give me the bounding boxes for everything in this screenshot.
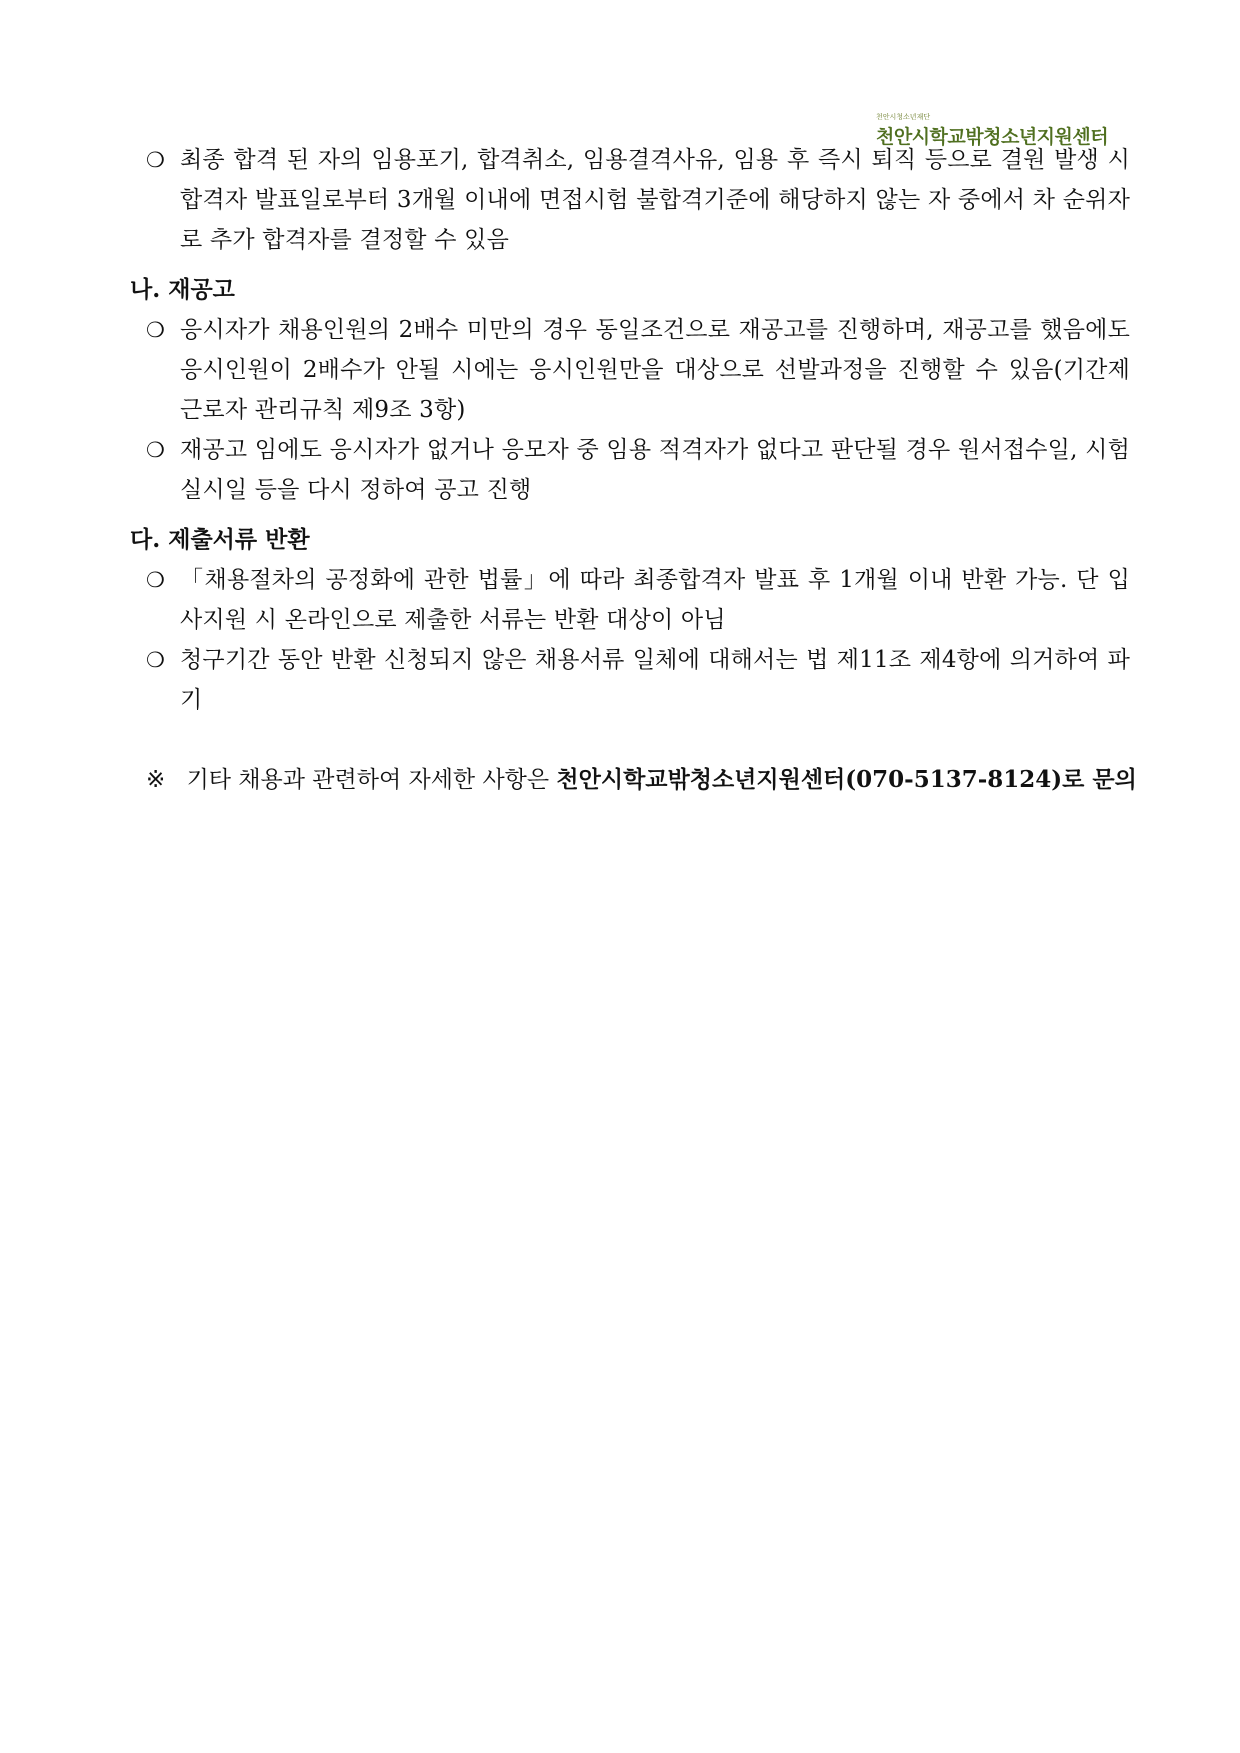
bullet-icon: ❍ [146,148,166,172]
contact-note [130,760,1137,800]
list-item [130,430,1130,510]
item-text: 「채용절차의 공정화에 관한 법률」에 따라 최종합격자 발표 후 1개월 이내 반환 가능. 단 입사지원 시 온라인으로 제출한 서류는 반환 대상이 아님 [180,567,1130,633]
document-body [130,140,1137,800]
logo-name: 천안시학교밖청소년지원센터 [876,126,1109,148]
bullet-icon: ❍ [146,648,166,672]
note-text: 기타 채용과 관련하여 자세한 사항은 [186,767,550,793]
section-heading-reannouncement: 나. 재공고 [130,276,235,303]
list-item [130,640,1130,720]
bullet-icon: ❍ [146,438,166,462]
item-text: 응시자가 채용인원의 2배수 미만의 경우 동일조건으로 재공고를 진행하며, 재공고를 했음에도 응시인원이 2배수가 안될 시에는 응시인원만을 대상으로 선발과정을 진행할 수 있음(기간제 근로자 관리규칙 제9조 3항) [180,317,1130,423]
list-item [130,310,1130,430]
section-heading-document-return: 다. 제출서류 반환 [130,526,310,553]
item-text: 재공고 임에도 응시자가 없거나 응모자 중 임용 적격자가 없다고 판단될 경우 원서접수일, 시험 실시일 등을 다시 정하여 공고 진행 [180,437,1130,503]
list-item [130,140,1130,260]
bullet-icon: ❍ [146,318,166,342]
item-text: 청구기간 동안 반환 신청되지 않은 채용서류 일체에 대해서는 법 제11조 제4항에 의거하여 파기 [180,647,1130,713]
reference-mark-icon: ※ [146,767,166,793]
logo-subtitle: 천안시청소년재단 [876,113,931,121]
list-item [130,560,1130,640]
note-contact: 천안시학교밖청소년지원센터(070-5137-8124)로 문의 [556,766,1137,793]
item-text: 최종 합격 된 자의 임용포기, 합격취소, 임용결격사유, 임용 후 즉시 퇴직 등으로 결원 발생 시 합격자 발표일로부터 3개월 이내에 면접시험 불합격기준에 해당하지 않는 자 중에서 차 순위자로 추가 합격자를 결정할 수 있음 [180,147,1130,253]
bullet-icon: ❍ [146,568,166,592]
